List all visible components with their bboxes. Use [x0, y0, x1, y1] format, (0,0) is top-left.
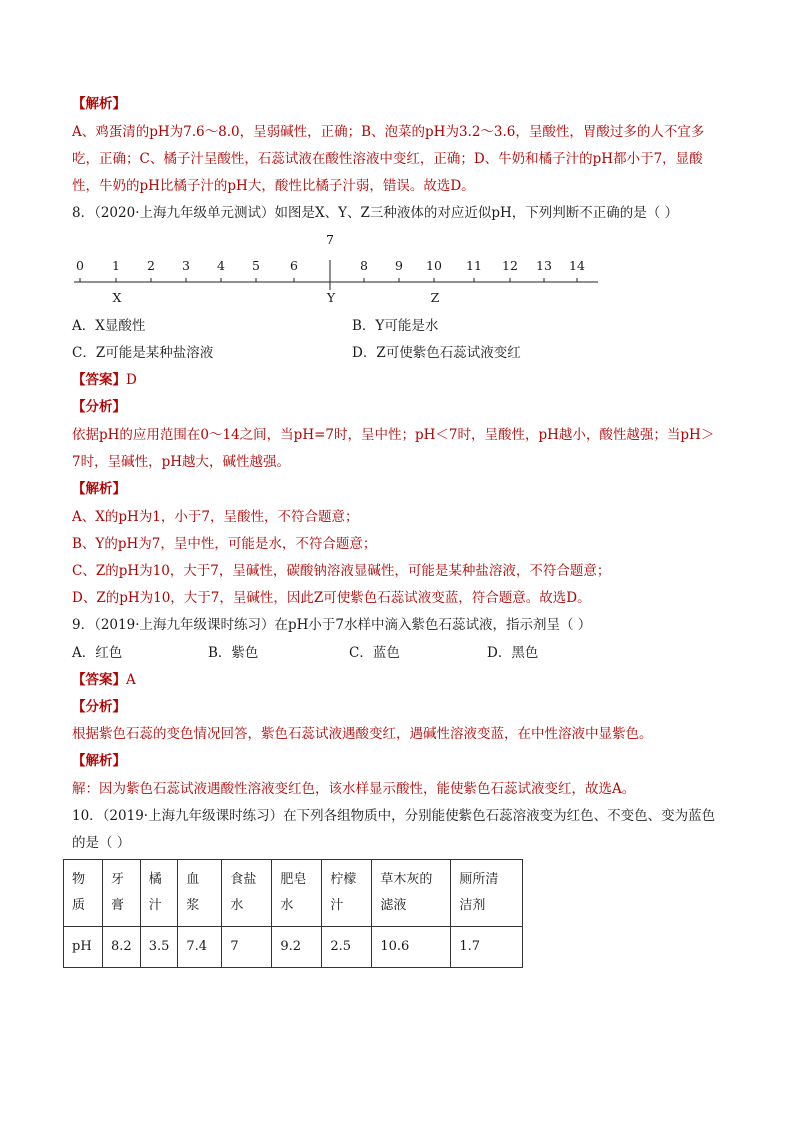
question-10-stem: 10．（2019·上海九年级课时练习）在下列各组物质中，分别能使紫色石蕊溶液变为红色、不变色、变为蓝色: [72, 808, 716, 824]
table-cell: pH: [64, 927, 103, 968]
answer-value: A: [126, 672, 136, 688]
ph-marker-y: Y: [326, 290, 336, 305]
ph-tick-label: 11: [466, 258, 482, 273]
table-cell: 8.2: [103, 927, 141, 968]
analysis-label: 【解析】: [72, 96, 126, 112]
analysis-line: 性，牛奶的pH比橘子汁的pH大，酸性比橘子汁弱，错误。故选D。: [72, 178, 475, 194]
option-d: D．黑色: [487, 645, 539, 661]
option-d: D．Z可使紫色石蕊试液变红: [352, 345, 521, 361]
ph-tick-label: 3: [182, 258, 190, 273]
answer-label: 【答案】: [72, 372, 126, 388]
question-10-stem: 的是（ ）: [72, 835, 131, 851]
question-9-stem: 9．（2019·上海九年级课时练习）在pH小于7水样中滴入紫色石蕊试液，指示剂呈（ ）: [72, 617, 592, 633]
table-cell: 1.7: [451, 927, 523, 968]
table-cell: 10.6: [372, 927, 451, 968]
table-row: [64, 927, 523, 968]
ph-tick-label: 5: [252, 258, 260, 273]
explain-line: B、Y的pH为7，呈中性，可能是水，不符合题意；: [72, 536, 377, 552]
analysis-line: A、鸡蛋清的pH为7.6～8.0，呈弱碱性，正确；B、泡菜的pH为3.2～3.6，呈酸性，胃酸过多的人不宜多: [72, 124, 705, 140]
ph-table: [63, 859, 523, 968]
explain-line: C、Z的pH为10，大于7，呈碱性，碳酸钠溶液显碱性，可能是某种盐溶液，不符合题意；: [72, 563, 611, 579]
analysis-line: 依据pH的应用范围在0～14之间，当pH=7时，呈中性；pH＜7时，呈酸性，pH越小，酸性越强；当pH＞: [72, 427, 715, 443]
analysis-label: 【分析】: [72, 699, 126, 715]
explain-line: 解：因为紫色石蕊试液遇酸性溶液变红色，该水样显示酸性，能使紫色石蕊试液变红，故选A。: [72, 781, 636, 797]
table-cell: 血 浆: [178, 860, 222, 927]
ph-tick-label: 8: [360, 258, 368, 273]
table-cell: 肥皂 水: [272, 860, 322, 927]
ph-tick-label: 4: [217, 258, 225, 273]
table-cell: 2.5: [322, 927, 372, 968]
question-8-stem: 8．（2020·上海九年级单元测试）如图是X、Y、Z三种液体的对应近似pH，下列判断不正确的是（ ）: [72, 205, 679, 221]
table-cell: 7: [222, 927, 272, 968]
option-b: B．Y可能是水: [352, 318, 439, 334]
table-cell: 厕所清 洁剂: [451, 860, 523, 927]
explain-line: A、X的pH为1，小于7，呈酸性，不符合题意；: [72, 509, 359, 525]
ph-tick-label: 0: [76, 258, 84, 273]
explain-label: 【解析】: [72, 753, 126, 769]
explain-line: D、Z的pH为10，大于7，呈碱性，因此Z可使紫色石蕊试液变蓝，符合题意。故选D。: [72, 590, 591, 606]
option-b: B．紫色: [208, 645, 259, 661]
answer-value: D: [126, 372, 137, 388]
ph-marker-z: Z: [430, 290, 440, 305]
analysis-label: 【分析】: [72, 399, 126, 415]
analysis-line: 根据紫色石蕊的变色情况回答，紫色石蕊试液遇酸变红，遇碱性溶液变蓝，在中性溶液中显紫色。: [72, 726, 653, 742]
table-cell: 9.2: [272, 927, 322, 968]
ph-tick-label: 13: [536, 258, 552, 273]
table-cell: 橘 汁: [140, 860, 178, 927]
ph-scale-diagram: [0, 226, 794, 306]
ph-tick-label: 10: [426, 258, 442, 273]
table-cell: 柠檬 汁: [322, 860, 372, 927]
answer-line: [72, 670, 136, 690]
option-a: A．X显酸性: [72, 318, 146, 334]
table-cell: 草木灰的 滤液: [372, 860, 451, 927]
ph-tick-label: 7: [326, 232, 334, 247]
analysis-line: 7时，呈碱性，pH越大，碱性越强。: [72, 454, 291, 470]
ph-tick-label: 14: [569, 258, 585, 273]
ph-tick-label: 2: [147, 258, 155, 273]
option-c: C．蓝色: [349, 645, 400, 661]
table-cell: 物 质: [64, 860, 103, 927]
table-cell: 7.4: [178, 927, 222, 968]
analysis-line: 吃，正确；C、橘子汁呈酸性，石蕊试液在酸性溶液中变红，正确；D、牛奶和橘子汁的pH都小于7，显酸: [72, 151, 703, 167]
ph-tick-label: 1: [112, 258, 120, 273]
answer-label: 【答案】: [72, 672, 126, 688]
ph-tick-label: 6: [290, 258, 298, 273]
answer-line: [72, 370, 137, 390]
table-cell: 牙 膏: [103, 860, 141, 927]
ph-tick-label: 9: [395, 258, 403, 273]
option-c: C．Z可能是某种盐溶液: [72, 345, 214, 361]
table-cell: 食盐 水: [222, 860, 272, 927]
table-cell: 3.5: [140, 927, 178, 968]
option-a: A．红色: [72, 645, 123, 661]
table-row: [64, 860, 523, 927]
explain-label: 【解析】: [72, 481, 126, 497]
ph-tick-label: 12: [502, 258, 518, 273]
ph-marker-x: X: [112, 290, 122, 305]
